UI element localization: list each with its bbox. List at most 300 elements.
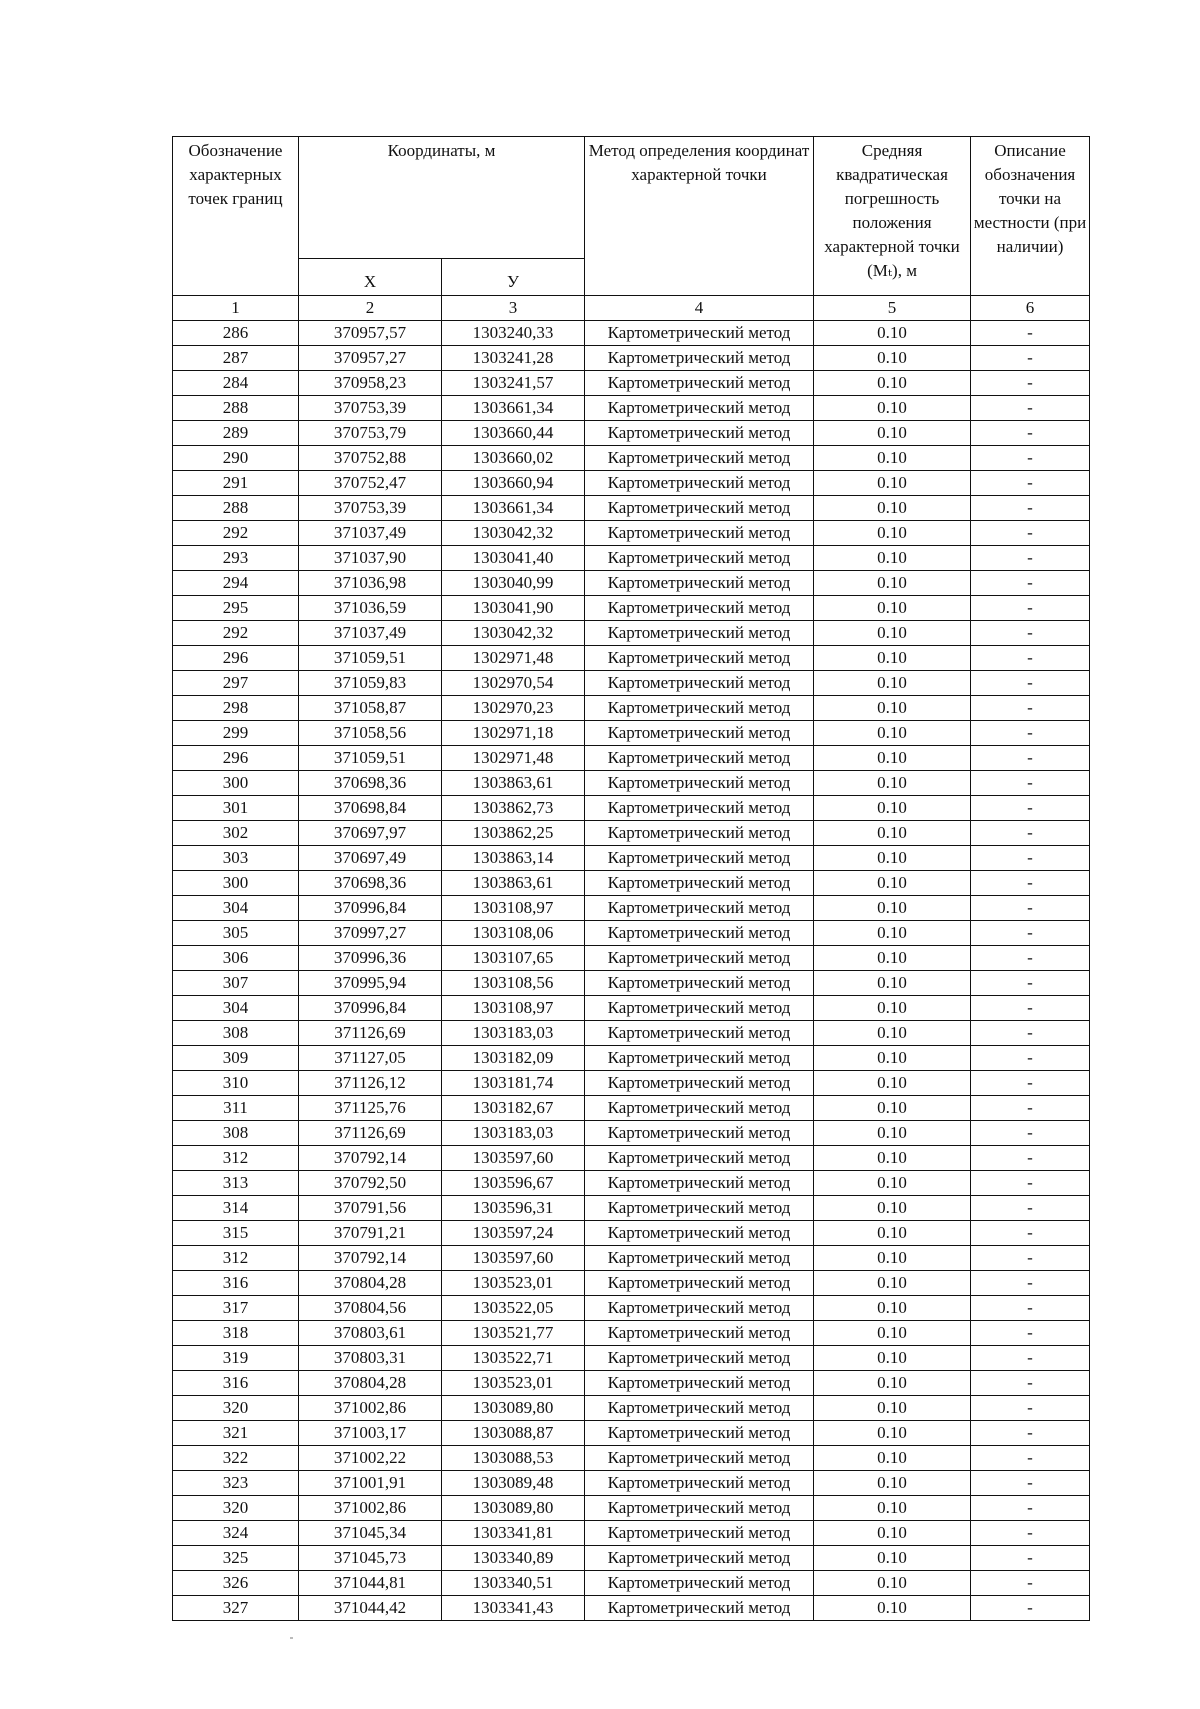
error-cell: 0.10 — [814, 996, 971, 1021]
error-cell: 0.10 — [814, 646, 971, 671]
y-coordinate-cell: 1303597,24 — [442, 1221, 585, 1246]
point-id-cell: 308 — [173, 1121, 299, 1146]
point-id-cell: 320 — [173, 1496, 299, 1521]
table-row — [173, 321, 1090, 346]
x-coordinate-cell: 370697,49 — [299, 846, 442, 871]
column-number: 2 — [299, 296, 442, 321]
column-number: 1 — [173, 296, 299, 321]
description-cell: - — [971, 521, 1090, 546]
y-coordinate-cell: 1303108,97 — [442, 996, 585, 1021]
x-coordinate-cell: 371044,81 — [299, 1571, 442, 1596]
error-cell: 0.10 — [814, 1246, 971, 1271]
point-id-cell: 324 — [173, 1521, 299, 1546]
method-cell: Картометрический метод — [585, 1421, 814, 1446]
x-coordinate-cell: 370957,57 — [299, 321, 442, 346]
y-coordinate-cell: 1303341,81 — [442, 1521, 585, 1546]
description-cell: - — [971, 946, 1090, 971]
x-coordinate-cell: 370752,47 — [299, 471, 442, 496]
x-coordinate-cell: 370996,36 — [299, 946, 442, 971]
description-cell: - — [971, 1521, 1090, 1546]
y-coordinate-cell: 1303660,44 — [442, 421, 585, 446]
description-cell: - — [971, 1371, 1090, 1396]
x-coordinate-cell: 371001,91 — [299, 1471, 442, 1496]
y-coordinate-cell: 1303340,89 — [442, 1546, 585, 1571]
x-coordinate-cell: 371126,69 — [299, 1121, 442, 1146]
table-row — [173, 1146, 1090, 1171]
point-id-cell: 295 — [173, 596, 299, 621]
y-coordinate-cell: 1303040,99 — [442, 571, 585, 596]
error-cell: 0.10 — [814, 1421, 971, 1446]
point-id-cell: 300 — [173, 771, 299, 796]
method-cell: Картометрический метод — [585, 696, 814, 721]
y-coordinate-cell: 1302971,18 — [442, 721, 585, 746]
description-cell: - — [971, 1321, 1090, 1346]
point-id-cell: 312 — [173, 1146, 299, 1171]
description-cell: - — [971, 921, 1090, 946]
point-id-cell: 310 — [173, 1071, 299, 1096]
method-cell: Картометрический метод — [585, 1071, 814, 1096]
error-cell: 0.10 — [814, 1471, 971, 1496]
x-coordinate-cell: 371059,51 — [299, 746, 442, 771]
method-cell: Картометрический метод — [585, 1171, 814, 1196]
method-cell: Картометрический метод — [585, 1096, 814, 1121]
table-row — [173, 1446, 1090, 1471]
method-cell: Картометрический метод — [585, 1471, 814, 1496]
point-id-cell: 325 — [173, 1546, 299, 1571]
x-coordinate-cell: 371125,76 — [299, 1096, 442, 1121]
x-coordinate-cell: 370753,39 — [299, 496, 442, 521]
point-id-cell: 284 — [173, 371, 299, 396]
error-cell: 0.10 — [814, 921, 971, 946]
description-cell: - — [971, 621, 1090, 646]
error-cell: 0.10 — [814, 1171, 971, 1196]
x-coordinate-cell: 370697,97 — [299, 821, 442, 846]
x-coordinate-cell: 371002,86 — [299, 1496, 442, 1521]
error-cell: 0.10 — [814, 896, 971, 921]
point-id-cell: 316 — [173, 1371, 299, 1396]
error-cell: 0.10 — [814, 721, 971, 746]
y-coordinate-cell: 1303042,32 — [442, 521, 585, 546]
table-row — [173, 971, 1090, 996]
point-id-cell: 309 — [173, 1046, 299, 1071]
method-cell: Картометрический метод — [585, 771, 814, 796]
method-cell: Картометрический метод — [585, 971, 814, 996]
method-cell: Картометрический метод — [585, 946, 814, 971]
scan-speck — [290, 1637, 293, 1639]
point-id-cell: 296 — [173, 646, 299, 671]
table-row — [173, 696, 1090, 721]
description-cell: - — [971, 1471, 1090, 1496]
table-row — [173, 946, 1090, 971]
table-row — [173, 1071, 1090, 1096]
table-row — [173, 1171, 1090, 1196]
table-row — [173, 1271, 1090, 1296]
table-row — [173, 1571, 1090, 1596]
y-coordinate-cell: 1303597,60 — [442, 1146, 585, 1171]
header-x: Х — [299, 258, 442, 295]
table-row — [173, 521, 1090, 546]
table-row — [173, 1521, 1090, 1546]
error-cell: 0.10 — [814, 771, 971, 796]
table-row — [173, 1021, 1090, 1046]
method-cell: Картометрический метод — [585, 396, 814, 421]
y-coordinate-cell: 1303182,09 — [442, 1046, 585, 1071]
point-id-cell: 317 — [173, 1296, 299, 1321]
description-cell: - — [971, 346, 1090, 371]
point-id-cell: 303 — [173, 846, 299, 871]
x-coordinate-cell: 371126,12 — [299, 1071, 442, 1096]
point-id-cell: 305 — [173, 921, 299, 946]
description-cell: - — [971, 1596, 1090, 1621]
error-cell: 0.10 — [814, 1271, 971, 1296]
table-row — [173, 1221, 1090, 1246]
description-cell: - — [971, 596, 1090, 621]
description-cell: - — [971, 846, 1090, 871]
description-cell: - — [971, 546, 1090, 571]
method-cell: Картометрический метод — [585, 1196, 814, 1221]
y-coordinate-cell: 1303108,06 — [442, 921, 585, 946]
table-row — [173, 546, 1090, 571]
table-row — [173, 996, 1090, 1021]
coordinates-table — [172, 136, 1090, 1621]
y-coordinate-cell: 1303041,40 — [442, 546, 585, 571]
method-cell: Картометрический метод — [585, 1396, 814, 1421]
table-row — [173, 1496, 1090, 1521]
header-error: Средняя квадратическая погрешность положения характерной точки (Mₜ), м — [814, 137, 971, 296]
method-cell: Картометрический метод — [585, 1271, 814, 1296]
method-cell: Картометрический метод — [585, 621, 814, 646]
method-cell: Картометрический метод — [585, 1571, 814, 1596]
description-cell: - — [971, 871, 1090, 896]
x-coordinate-cell: 370997,27 — [299, 921, 442, 946]
point-id-cell: 320 — [173, 1396, 299, 1421]
point-id-cell: 294 — [173, 571, 299, 596]
x-coordinate-cell: 371036,59 — [299, 596, 442, 621]
method-cell: Картометрический метод — [585, 996, 814, 1021]
table-row — [173, 1546, 1090, 1571]
error-cell: 0.10 — [814, 321, 971, 346]
x-coordinate-cell: 371045,73 — [299, 1546, 442, 1571]
error-cell: 0.10 — [814, 621, 971, 646]
point-id-cell: 308 — [173, 1021, 299, 1046]
description-cell: - — [971, 1196, 1090, 1221]
x-coordinate-cell: 371044,42 — [299, 1596, 442, 1621]
error-cell: 0.10 — [814, 1321, 971, 1346]
x-coordinate-cell: 370698,36 — [299, 871, 442, 896]
point-id-cell: 299 — [173, 721, 299, 746]
error-cell: 0.10 — [814, 446, 971, 471]
error-cell: 0.10 — [814, 1196, 971, 1221]
x-coordinate-cell: 371002,22 — [299, 1446, 442, 1471]
y-coordinate-cell: 1303660,94 — [442, 471, 585, 496]
method-cell: Картометрический метод — [585, 446, 814, 471]
point-id-cell: 322 — [173, 1446, 299, 1471]
x-coordinate-cell: 371126,69 — [299, 1021, 442, 1046]
point-id-cell: 307 — [173, 971, 299, 996]
header-coordinates: Координаты, м — [299, 137, 585, 259]
x-coordinate-cell: 370803,31 — [299, 1346, 442, 1371]
x-coordinate-cell: 371059,83 — [299, 671, 442, 696]
error-cell: 0.10 — [814, 821, 971, 846]
description-cell: - — [971, 1421, 1090, 1446]
table-row — [173, 396, 1090, 421]
x-coordinate-cell: 370791,21 — [299, 1221, 442, 1246]
method-cell: Картометрический метод — [585, 346, 814, 371]
description-cell: - — [971, 1271, 1090, 1296]
x-coordinate-cell: 371002,86 — [299, 1396, 442, 1421]
point-id-cell: 315 — [173, 1221, 299, 1246]
method-cell: Картометрический метод — [585, 1046, 814, 1071]
method-cell: Картометрический метод — [585, 1521, 814, 1546]
method-cell: Картометрический метод — [585, 871, 814, 896]
table-row — [173, 871, 1090, 896]
y-coordinate-cell: 1303863,61 — [442, 871, 585, 896]
description-cell: - — [971, 1396, 1090, 1421]
point-id-cell: 311 — [173, 1096, 299, 1121]
error-cell: 0.10 — [814, 871, 971, 896]
y-coordinate-cell: 1303088,87 — [442, 1421, 585, 1446]
point-id-cell: 321 — [173, 1421, 299, 1446]
description-cell: - — [971, 446, 1090, 471]
table-row — [173, 571, 1090, 596]
description-cell: - — [971, 1446, 1090, 1471]
table-header — [173, 137, 1090, 321]
x-coordinate-cell: 370698,84 — [299, 796, 442, 821]
y-coordinate-cell: 1303041,90 — [442, 596, 585, 621]
x-coordinate-cell: 370804,28 — [299, 1271, 442, 1296]
description-cell: - — [971, 1096, 1090, 1121]
error-cell: 0.10 — [814, 1146, 971, 1171]
y-coordinate-cell: 1303241,57 — [442, 371, 585, 396]
table-row — [173, 746, 1090, 771]
x-coordinate-cell: 371036,98 — [299, 571, 442, 596]
x-coordinate-cell: 370996,84 — [299, 996, 442, 1021]
description-cell: - — [971, 1346, 1090, 1371]
description-cell: - — [971, 1246, 1090, 1271]
description-cell: - — [971, 671, 1090, 696]
description-cell: - — [971, 796, 1090, 821]
y-coordinate-cell: 1303862,73 — [442, 796, 585, 821]
column-number: 6 — [971, 296, 1090, 321]
method-cell: Картометрический метод — [585, 1371, 814, 1396]
point-id-cell: 312 — [173, 1246, 299, 1271]
point-id-cell: 288 — [173, 396, 299, 421]
point-id-cell: 296 — [173, 746, 299, 771]
y-coordinate-cell: 1303596,31 — [442, 1196, 585, 1221]
method-cell: Картометрический метод — [585, 921, 814, 946]
point-id-cell: 300 — [173, 871, 299, 896]
point-id-cell: 323 — [173, 1471, 299, 1496]
column-number: 5 — [814, 296, 971, 321]
y-coordinate-cell: 1303183,03 — [442, 1021, 585, 1046]
x-coordinate-cell: 370996,84 — [299, 896, 442, 921]
method-cell: Картометрический метод — [585, 1296, 814, 1321]
column-number: 4 — [585, 296, 814, 321]
table-row — [173, 771, 1090, 796]
error-cell: 0.10 — [814, 1071, 971, 1096]
error-cell: 0.10 — [814, 746, 971, 771]
method-cell: Картометрический метод — [585, 1246, 814, 1271]
table-row — [173, 496, 1090, 521]
y-coordinate-cell: 1303596,67 — [442, 1171, 585, 1196]
header-point-designation: Обозначение характерных точек границ — [173, 137, 299, 296]
point-id-cell: 291 — [173, 471, 299, 496]
y-coordinate-cell: 1303522,05 — [442, 1296, 585, 1321]
point-id-cell: 327 — [173, 1596, 299, 1621]
error-cell: 0.10 — [814, 396, 971, 421]
method-cell: Картометрический метод — [585, 1596, 814, 1621]
header-description: Описание обозначения точки на местности (при наличии) — [971, 137, 1090, 296]
x-coordinate-cell: 371037,49 — [299, 621, 442, 646]
x-coordinate-cell: 370995,94 — [299, 971, 442, 996]
x-coordinate-cell: 370698,36 — [299, 771, 442, 796]
column-numbers-row — [173, 296, 1090, 321]
y-coordinate-cell: 1303181,74 — [442, 1071, 585, 1096]
y-coordinate-cell: 1303108,56 — [442, 971, 585, 996]
error-cell: 0.10 — [814, 1221, 971, 1246]
table-row — [173, 446, 1090, 471]
table-row — [173, 721, 1090, 746]
error-cell: 0.10 — [814, 471, 971, 496]
error-cell: 0.10 — [814, 1096, 971, 1121]
method-cell: Картометрический метод — [585, 746, 814, 771]
y-coordinate-cell: 1303597,60 — [442, 1246, 585, 1271]
error-cell: 0.10 — [814, 1121, 971, 1146]
description-cell: - — [971, 1296, 1090, 1321]
point-id-cell: 313 — [173, 1171, 299, 1196]
table-row — [173, 1121, 1090, 1146]
table-row — [173, 1596, 1090, 1621]
description-cell: - — [971, 1171, 1090, 1196]
y-coordinate-cell: 1303089,48 — [442, 1471, 585, 1496]
table-body — [173, 321, 1090, 1621]
x-coordinate-cell: 370752,88 — [299, 446, 442, 471]
x-coordinate-cell: 370792,50 — [299, 1171, 442, 1196]
method-cell: Картометрический метод — [585, 1121, 814, 1146]
error-cell: 0.10 — [814, 371, 971, 396]
method-cell: Картометрический метод — [585, 596, 814, 621]
x-coordinate-cell: 371003,17 — [299, 1421, 442, 1446]
error-cell: 0.10 — [814, 1371, 971, 1396]
point-id-cell: 304 — [173, 996, 299, 1021]
error-cell: 0.10 — [814, 596, 971, 621]
y-coordinate-cell: 1303182,67 — [442, 1096, 585, 1121]
method-cell: Картометрический метод — [585, 721, 814, 746]
y-coordinate-cell: 1303107,65 — [442, 946, 585, 971]
error-cell: 0.10 — [814, 1571, 971, 1596]
x-coordinate-cell: 371045,34 — [299, 1521, 442, 1546]
table-row — [173, 821, 1090, 846]
error-cell: 0.10 — [814, 1521, 971, 1546]
error-cell: 0.10 — [814, 696, 971, 721]
y-coordinate-cell: 1303523,01 — [442, 1371, 585, 1396]
table-row — [173, 846, 1090, 871]
method-cell: Картометрический метод — [585, 321, 814, 346]
point-id-cell: 293 — [173, 546, 299, 571]
description-cell: - — [971, 1221, 1090, 1246]
description-cell: - — [971, 1546, 1090, 1571]
table-row — [173, 1421, 1090, 1446]
error-cell: 0.10 — [814, 571, 971, 596]
error-cell: 0.10 — [814, 1396, 971, 1421]
error-cell: 0.10 — [814, 1446, 971, 1471]
y-coordinate-cell: 1303089,80 — [442, 1496, 585, 1521]
x-coordinate-cell: 370791,56 — [299, 1196, 442, 1221]
y-coordinate-cell: 1302970,23 — [442, 696, 585, 721]
description-cell: - — [971, 721, 1090, 746]
error-cell: 0.10 — [814, 971, 971, 996]
method-cell: Картометрический метод — [585, 1146, 814, 1171]
y-coordinate-cell: 1303108,97 — [442, 896, 585, 921]
table-row — [173, 646, 1090, 671]
description-cell: - — [971, 646, 1090, 671]
table-row — [173, 1371, 1090, 1396]
error-cell: 0.10 — [814, 1596, 971, 1621]
table-row — [173, 671, 1090, 696]
description-cell: - — [971, 471, 1090, 496]
description-cell: - — [971, 371, 1090, 396]
method-cell: Картометрический метод — [585, 1346, 814, 1371]
description-cell: - — [971, 321, 1090, 346]
y-coordinate-cell: 1303523,01 — [442, 1271, 585, 1296]
error-cell: 0.10 — [814, 1546, 971, 1571]
description-cell: - — [971, 421, 1090, 446]
y-coordinate-cell: 1303661,34 — [442, 396, 585, 421]
y-coordinate-cell: 1303089,80 — [442, 1396, 585, 1421]
header-y: У — [442, 258, 585, 295]
y-coordinate-cell: 1303863,61 — [442, 771, 585, 796]
error-cell: 0.10 — [814, 1046, 971, 1071]
y-coordinate-cell: 1303341,43 — [442, 1596, 585, 1621]
x-coordinate-cell: 371127,05 — [299, 1046, 442, 1071]
table-row — [173, 1196, 1090, 1221]
description-cell: - — [971, 1146, 1090, 1171]
point-id-cell: 287 — [173, 346, 299, 371]
y-coordinate-cell: 1303660,02 — [442, 446, 585, 471]
description-cell: - — [971, 996, 1090, 1021]
error-cell: 0.10 — [814, 1346, 971, 1371]
error-cell: 0.10 — [814, 1021, 971, 1046]
description-cell: - — [971, 771, 1090, 796]
method-cell: Картометрический метод — [585, 571, 814, 596]
x-coordinate-cell: 370957,27 — [299, 346, 442, 371]
y-coordinate-cell: 1303661,34 — [442, 496, 585, 521]
method-cell: Картометрический метод — [585, 546, 814, 571]
x-coordinate-cell: 371037,49 — [299, 521, 442, 546]
point-id-cell: 301 — [173, 796, 299, 821]
method-cell: Картометрический метод — [585, 471, 814, 496]
description-cell: - — [971, 1046, 1090, 1071]
error-cell: 0.10 — [814, 421, 971, 446]
table-row — [173, 621, 1090, 646]
method-cell: Картометрический метод — [585, 521, 814, 546]
table-row — [173, 346, 1090, 371]
y-coordinate-cell: 1303042,32 — [442, 621, 585, 646]
y-coordinate-cell: 1303521,77 — [442, 1321, 585, 1346]
method-cell: Картометрический метод — [585, 796, 814, 821]
method-cell: Картометрический метод — [585, 821, 814, 846]
description-cell: - — [971, 896, 1090, 921]
point-id-cell: 306 — [173, 946, 299, 971]
y-coordinate-cell: 1302971,48 — [442, 646, 585, 671]
y-coordinate-cell: 1303183,03 — [442, 1121, 585, 1146]
method-cell: Картометрический метод — [585, 896, 814, 921]
x-coordinate-cell: 370753,39 — [299, 396, 442, 421]
table-row — [173, 1346, 1090, 1371]
column-number: 3 — [442, 296, 585, 321]
table-row — [173, 896, 1090, 921]
table-row — [173, 1396, 1090, 1421]
